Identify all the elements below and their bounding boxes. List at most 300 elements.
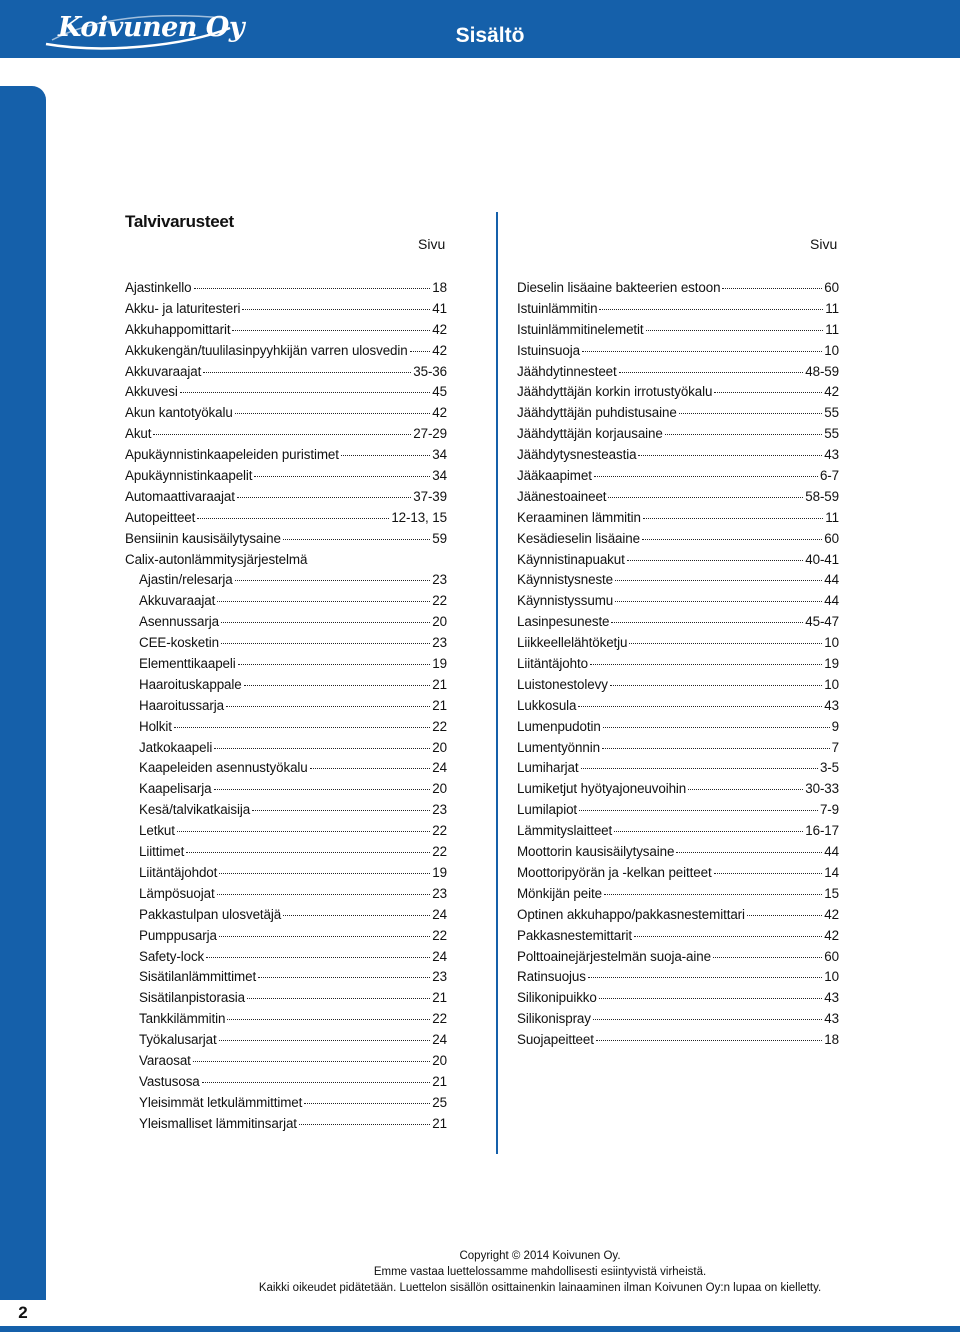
dot-leader: [203, 372, 411, 373]
index-column-right: [517, 279, 839, 1052]
entry-page: 60: [824, 280, 839, 295]
entry-page: 44: [824, 593, 839, 609]
index-entry: [125, 1094, 447, 1115]
index-entry: [517, 948, 839, 969]
entry-label: Optinen akkuhappo/pakkasnestemittari: [517, 906, 745, 922]
dot-leader: [221, 622, 430, 623]
dot-leader: [186, 852, 430, 853]
entry-page: 35-36: [413, 363, 447, 379]
index-entry: [125, 697, 447, 718]
entry-page: 42: [432, 342, 447, 358]
header-bar: [0, 0, 960, 58]
entry-label: Työkalusarjat: [139, 1032, 217, 1048]
entry-page: 44: [824, 572, 839, 588]
entry-label: Suojapeitteet: [517, 1032, 594, 1048]
entry-page: 10: [824, 635, 839, 651]
entry-label: Pakkasnestemittarit: [517, 927, 632, 943]
entry-page: 60: [824, 530, 839, 546]
entry-page: 55: [824, 405, 839, 421]
section-title: Talvivarusteet: [125, 212, 234, 231]
entry-label: Lumenpudotin: [517, 718, 601, 734]
footer-copyright: Copyright © 2014 Koivunen Oy.: [459, 1250, 621, 1262]
entry-page: 24: [432, 760, 447, 776]
entry-page: 42: [824, 384, 839, 400]
entry-label: Varaosat: [139, 1052, 191, 1068]
entry-label: Lumiharjat: [517, 760, 579, 776]
dot-leader: [180, 392, 431, 393]
dot-leader: [611, 622, 803, 623]
dot-leader: [221, 643, 430, 644]
dot-leader: [217, 601, 430, 602]
index-entry: [125, 1052, 447, 1073]
entry-page: 20: [432, 1052, 447, 1068]
footer: [180, 1248, 900, 1296]
index-entry: [125, 279, 447, 300]
entry-page: 22: [432, 927, 447, 943]
dot-leader: [594, 476, 818, 477]
entry-label: Autopeitteet: [125, 509, 196, 525]
index-entry: [125, 363, 447, 384]
index-entry: [125, 509, 447, 530]
entry-label: Istuinlämmitinelemetit: [517, 321, 644, 337]
index-entry: [517, 425, 839, 446]
page-title: Sisältö: [455, 24, 525, 47]
dot-leader: [614, 831, 803, 832]
dot-leader: [219, 873, 430, 874]
entry-page: 45-47: [805, 614, 839, 630]
entry-page: 23: [432, 802, 447, 818]
index-entry: [125, 676, 447, 697]
entry-page: 43: [824, 697, 839, 713]
entry-label: Haaroituskappale: [139, 676, 242, 692]
entry-page: 42: [824, 906, 839, 922]
entry-label: Jäähdyttäjän korjausaine: [517, 426, 663, 442]
entry-page: 20: [432, 614, 447, 630]
footer-disclaimer: Emme vastaa luettelossamme mahdollisesti esiintyvistä virheistä.: [373, 1266, 707, 1278]
index-entry: [517, 363, 839, 384]
page-column-label-left: Sivu: [418, 236, 446, 252]
dot-leader: [283, 539, 430, 540]
dot-leader: [604, 894, 822, 895]
index-entry: [125, 592, 447, 613]
index-entry: [125, 404, 447, 425]
index-entry: [517, 885, 839, 906]
entry-page: 22: [432, 844, 447, 860]
entry-label: Yleisimmät letkulämmittimet: [139, 1094, 303, 1110]
entry-page: 21: [432, 1115, 447, 1131]
index-entry: [517, 488, 839, 509]
index-entry: [517, 551, 839, 572]
entry-page: 40-41: [805, 551, 839, 567]
dot-leader: [599, 998, 823, 999]
index-entry: [517, 383, 839, 404]
index-entry: [517, 634, 839, 655]
entry-page: 19: [824, 656, 839, 672]
entry-label: Kaapelisarja: [139, 781, 212, 797]
index-entry: [517, 843, 839, 864]
entry-page: 11: [825, 300, 839, 316]
dot-leader: [610, 685, 822, 686]
index-entry: [125, 634, 447, 655]
index-entry: [125, 655, 447, 676]
entry-page: 42: [432, 321, 447, 337]
entry-page: 43: [824, 990, 839, 1006]
entry-page: 48-59: [805, 363, 839, 379]
index-entry: [125, 968, 447, 989]
dot-leader: [341, 455, 430, 456]
entry-page: 23: [432, 885, 447, 901]
index-entry: [125, 906, 447, 927]
entry-label: Jäähdytysnesteastia: [517, 447, 637, 463]
index-entry: [125, 425, 447, 446]
index-entry: [517, 801, 839, 822]
entry-page: 34: [432, 447, 447, 463]
entry-label: Liitäntäjohto: [517, 656, 588, 672]
dot-leader: [643, 518, 823, 519]
dot-leader: [588, 977, 822, 978]
entry-page: 19: [432, 656, 447, 672]
dot-leader: [714, 873, 823, 874]
index-column-left: [125, 279, 447, 1136]
entry-label: Istuinsuoja: [517, 342, 580, 358]
entry-page: 60: [824, 948, 839, 964]
index-entry: [125, 488, 447, 509]
dot-leader: [202, 1082, 431, 1083]
dot-leader: [232, 330, 430, 331]
dot-leader: [615, 580, 822, 581]
entry-label: Haaroitussarja: [139, 697, 224, 713]
entry-label: Keraaminen lämmitin: [517, 509, 641, 525]
entry-page: 24: [432, 1032, 447, 1048]
entry-label: Holkit: [139, 718, 172, 734]
entry-page: 18: [432, 280, 447, 295]
index-entry: [125, 718, 447, 739]
index-entry: [517, 968, 839, 989]
entry-label: Pumppusarja: [139, 927, 217, 943]
index-entry: [125, 342, 447, 363]
index-entry: [517, 342, 839, 363]
index-entry: [125, 885, 447, 906]
index-entry: [517, 759, 839, 780]
entry-label: Yleismalliset lämmitinsarjat: [139, 1115, 297, 1131]
index-entry: [517, 1031, 839, 1052]
dot-leader: [608, 497, 803, 498]
index-entry: [517, 739, 839, 760]
dot-leader: [258, 977, 430, 978]
index-entry: [125, 843, 447, 864]
dot-leader: [153, 434, 411, 435]
index-entry: [125, 1115, 447, 1136]
entry-label: CEE-kosketin: [139, 635, 219, 651]
dot-leader: [599, 309, 823, 310]
entry-page: 3-5: [819, 760, 839, 776]
index-entry: [517, 822, 839, 843]
entry-label: Elementtikaapeli: [139, 656, 236, 672]
dot-leader: [247, 998, 430, 999]
page-number: 2: [0, 1300, 46, 1326]
index-entry: [517, 530, 839, 551]
entry-page: 11: [825, 321, 839, 337]
entry-label: Letkut: [139, 823, 175, 839]
entry-page: 21: [432, 990, 447, 1006]
dot-leader: [238, 664, 431, 665]
dot-leader: [244, 685, 431, 686]
entry-label: Apukäynnistinkaapelit: [125, 468, 253, 484]
entry-page: 25: [432, 1094, 447, 1110]
entry-page: 22: [432, 1011, 447, 1027]
dot-leader: [410, 351, 431, 352]
entry-label: Jäähdyttäjän korkin irrotustyökalu: [517, 384, 713, 400]
entry-page: 27-29: [413, 426, 447, 442]
dot-leader: [299, 1124, 430, 1125]
dot-leader: [174, 727, 430, 728]
entry-label: Polttoainejärjestelmän suoja-aine: [517, 948, 711, 964]
footer-rights: Kaikki oikeudet pidätetään. Luettelon sisällön osittainenkin lainaaminen ilman Koivunen Oy:n lupaa on kielletty.: [258, 1282, 822, 1294]
index-entry: [125, 1010, 447, 1031]
entry-label: Automaattivaraajat: [125, 488, 235, 504]
entry-page: 55: [824, 426, 839, 442]
entry-page: 7-9: [819, 802, 839, 818]
entry-label: Lumentyönnin: [517, 739, 600, 755]
entry-label: Jäähdytinnesteet: [517, 363, 617, 379]
entry-page: 20: [432, 781, 447, 797]
dot-leader: [642, 539, 822, 540]
entry-page: 24: [432, 948, 447, 964]
entry-label: Luistonestolevy: [517, 676, 608, 692]
logo-text: Koivunen Oy: [58, 12, 245, 43]
entry-label: Liikkeellelähtöketju: [517, 635, 628, 651]
dot-leader: [219, 936, 430, 937]
entry-label: Jäänestoaineet: [517, 488, 607, 504]
dot-leader: [713, 957, 822, 958]
entry-label: Dieselin lisäaine bakteerien estoon: [517, 280, 721, 295]
dot-leader: [596, 1040, 822, 1041]
entry-label: Akkukengän/tuulilasinpyyhkijän varren ulosvedin: [125, 342, 408, 358]
dot-leader: [638, 455, 822, 456]
entry-page: 7: [831, 739, 839, 755]
index-entry: [125, 300, 447, 321]
dot-leader: [593, 1019, 822, 1020]
entry-page: 43: [824, 447, 839, 463]
entry-page: 11: [825, 509, 839, 525]
index-entry: [517, 906, 839, 927]
dot-leader: [646, 330, 824, 331]
entry-label: Sisätilanlämmittimet: [139, 969, 257, 985]
entry-page: 9: [831, 718, 839, 734]
entry-label: Vastusosa: [139, 1073, 200, 1089]
page-column-label-right: Sivu: [810, 236, 838, 252]
entry-label: Akku- ja laturitesteri: [125, 300, 241, 316]
entry-page: 42: [824, 927, 839, 943]
index-entry: [125, 864, 447, 885]
entry-page: 16-17: [805, 823, 839, 839]
entry-page: 22: [432, 823, 447, 839]
entry-page: 15: [824, 885, 839, 901]
index-entry: [517, 780, 839, 801]
index-entry: [517, 697, 839, 718]
dot-leader: [602, 748, 830, 749]
dot-leader: [194, 288, 431, 289]
entry-label: Mönkijän peite: [517, 885, 602, 901]
entry-label: Kesädieselin lisäaine: [517, 530, 640, 546]
entry-page: 41: [432, 300, 447, 316]
dot-leader: [254, 476, 430, 477]
index-entry: [517, 279, 839, 300]
index-entry: [517, 676, 839, 697]
entry-page: 23: [432, 635, 447, 651]
entry-label: Lasinpesuneste: [517, 614, 610, 630]
entry-page: 59: [432, 530, 447, 546]
entry-label: Akkuvaraajat: [125, 363, 202, 379]
entry-label: Akut: [125, 426, 152, 442]
dot-leader: [714, 392, 822, 393]
index-entry: [517, 571, 839, 592]
entry-page: 58-59: [805, 488, 839, 504]
index-entry: [125, 948, 447, 969]
entry-label: Silikonipuikko: [517, 990, 597, 1006]
entry-label: Lämpösuojat: [139, 885, 215, 901]
dot-leader: [578, 706, 822, 707]
index-entry: [125, 613, 447, 634]
dot-leader: [679, 413, 823, 414]
dot-leader: [219, 1040, 431, 1041]
index-entry: [517, 655, 839, 676]
index-entry: [125, 927, 447, 948]
index-entry: [517, 300, 839, 321]
dot-leader: [676, 852, 822, 853]
dot-leader: [193, 1061, 430, 1062]
index-entry: [125, 530, 447, 551]
entry-label: Käynnistinapuakut: [517, 551, 625, 567]
entry-page: 23: [432, 572, 447, 588]
index-entry: [125, 780, 447, 801]
index-entry: [125, 1073, 447, 1094]
entry-label: Safety-lock: [139, 948, 205, 964]
dot-leader: [629, 643, 822, 644]
index-entry: [125, 822, 447, 843]
entry-page: 10: [824, 969, 839, 985]
entry-label: Lumiketjut hyötyajoneuvoihin: [517, 781, 687, 797]
index-entry: [517, 467, 839, 488]
entry-page: 14: [824, 864, 839, 880]
entry-label: Lukkosula: [517, 697, 577, 713]
entry-label: Sisätilanpistorasia: [139, 990, 246, 1006]
bottom-rule: [46, 1326, 960, 1332]
entry-label: Akun kantotyökalu: [125, 405, 233, 421]
column-divider: [496, 212, 498, 1154]
entry-label: Käynnistysneste: [517, 572, 614, 588]
entry-label: Jatkokaapeli: [139, 739, 213, 755]
entry-page: 30-33: [805, 781, 839, 797]
dot-leader: [177, 831, 430, 832]
index-entry: [125, 467, 447, 488]
dot-leader: [197, 518, 389, 519]
dot-leader: [242, 309, 430, 310]
dot-leader: [665, 434, 823, 435]
entry-page: 21: [432, 676, 447, 692]
entry-label: Liittimet: [139, 844, 185, 860]
dot-leader: [283, 915, 430, 916]
dot-leader: [722, 288, 822, 289]
index-entry: [125, 739, 447, 760]
dot-leader: [579, 810, 818, 811]
dot-leader: [582, 351, 822, 352]
dot-leader: [581, 768, 818, 769]
index-entry: [125, 551, 447, 572]
index-entry: [125, 383, 447, 404]
entry-label: Moottorin kausisäilytysaine: [517, 844, 675, 860]
entry-page: 45: [432, 384, 447, 400]
dot-leader: [603, 727, 830, 728]
entry-page: 44: [824, 844, 839, 860]
entry-label: Silikonispray: [517, 1011, 591, 1027]
entry-page: 10: [824, 676, 839, 692]
entry-label: Ratinsuojus: [517, 969, 586, 985]
index-entry: [125, 571, 447, 592]
index-entry: [517, 864, 839, 885]
side-tab: [0, 86, 46, 1332]
entry-label: Käynnistyssumu: [517, 593, 614, 609]
entry-label: Moottoripyörän ja -kelkan peitteet: [517, 864, 712, 880]
entry-label: Akkuhappomittarit: [125, 321, 231, 337]
dot-leader: [590, 664, 822, 665]
index-entry: [125, 759, 447, 780]
entry-page: 23: [432, 969, 447, 985]
entry-label: Ajastinkello: [125, 280, 192, 295]
dot-leader: [214, 789, 431, 790]
entry-page: 18: [824, 1032, 839, 1048]
entry-label: Lämmityslaitteet: [517, 823, 613, 839]
index-entry: [517, 321, 839, 342]
dot-leader: [235, 413, 431, 414]
dot-leader: [688, 789, 803, 790]
entry-page: 10: [824, 342, 839, 358]
entry-label: Apukäynnistinkaapeleiden puristimet: [125, 447, 339, 463]
entry-page: 24: [432, 906, 447, 922]
dot-leader: [615, 601, 822, 602]
index-entry: [125, 989, 447, 1010]
dot-leader: [304, 1103, 430, 1104]
entry-page: 19: [432, 864, 447, 880]
entry-label: Pakkastulpan ulosvetäjä: [139, 906, 282, 922]
entry-label: Kaapeleiden asennustyökalu: [139, 760, 308, 776]
entry-label: Ajastin/relesarja: [139, 572, 233, 588]
entry-page: 37-39: [413, 488, 447, 504]
entry-label: Lumilapiot: [517, 802, 578, 818]
index-entry: [517, 446, 839, 467]
entry-page: 34: [432, 468, 447, 484]
entry-label: Calix-autonlämmitysjärjestelmä: [125, 551, 308, 567]
entry-label: Kesä/talvikatkaisija: [139, 802, 251, 818]
entry-page: 22: [432, 593, 447, 609]
index-entry: [517, 613, 839, 634]
dot-leader: [627, 560, 804, 561]
index-entry: [517, 927, 839, 948]
entry-label: Istuinlämmitin: [517, 300, 598, 316]
entry-label: Bensiinin kausisäilytysaine: [125, 530, 281, 546]
entry-label: Akkuvesi: [125, 384, 178, 400]
entry-page: 43: [824, 1011, 839, 1027]
entry-label: Tankkilämmitin: [139, 1011, 226, 1027]
index-entry: [125, 321, 447, 342]
entry-label: Akkuvaraajat: [139, 593, 216, 609]
dot-leader: [206, 957, 430, 958]
company-logo: [44, 10, 245, 50]
dot-leader: [619, 372, 804, 373]
index-entry: [125, 446, 447, 467]
entry-page: 42: [432, 405, 447, 421]
dot-leader: [310, 768, 431, 769]
